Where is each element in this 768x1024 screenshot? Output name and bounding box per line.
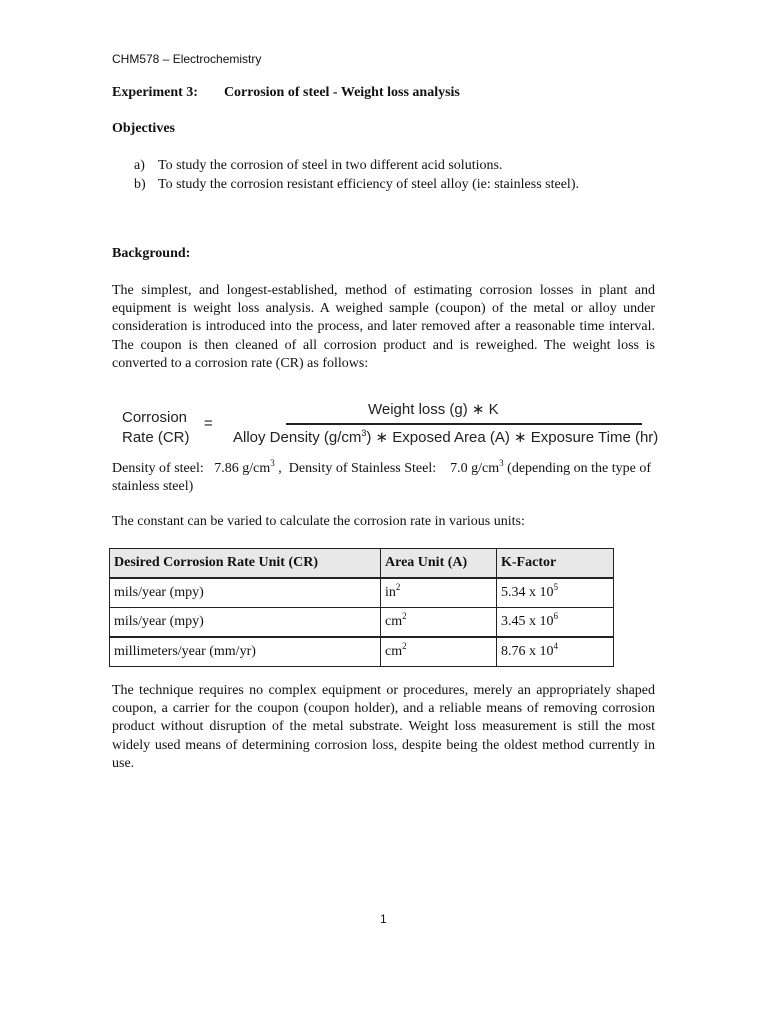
objective-text: To study the corrosion of steel in two different acid solutions. <box>158 158 503 173</box>
cell-area-unit: $in^2$ <box>381 578 497 608</box>
constant-note: The constant can be varied to calculate the corrosion rate in various units: <box>112 514 525 529</box>
cell-k-factor: 5.34 x $10^5$ <box>497 578 614 608</box>
objectives-heading: Objectives <box>112 121 175 136</box>
steel-density-value: 7.86 g/cm <box>214 461 271 476</box>
k-factor-table <box>109 548 614 667</box>
formula-numerator: Weight loss (g) ∗ K <box>368 401 499 418</box>
header-area-unit: Area Unit (A) <box>381 549 497 579</box>
cell-area-unit: $cm^2$ <box>381 637 497 667</box>
background-paragraph: The simplest, and longest-established, method of estimating corrosion losses in plant and equipment is weight loss analysis. A weighed sample (coupon) of the metal or alloy under consideration is introduced into the process, and later removed after a reasonable time interval. The coupon is then cleaned of all corrosion product and is reweighed. The weight loss is converted to a corrosion rate (CR) as follows: <box>112 283 655 371</box>
density-note-text: (depending on the type of stainless steel) <box>112 461 652 494</box>
table-row <box>110 578 614 608</box>
cell-k-factor: 3.45 x $10^6$ <box>497 608 614 638</box>
objective-item <box>134 175 579 194</box>
fraction-bar <box>286 423 642 425</box>
table-row <box>110 608 614 638</box>
formula-equals: = <box>204 415 213 432</box>
stainless-density-value: 7.0 g/cm <box>450 461 500 476</box>
cell-cr-unit: mils/year (mpy) <box>110 578 381 608</box>
experiment-number: Experiment 3: <box>112 85 198 100</box>
cell-k-factor: 8.76 x $10^4$ <box>497 637 614 667</box>
background-heading: Background: <box>112 246 191 261</box>
steel-density-label: Density of steel: <box>112 461 204 476</box>
header-cr-unit: Desired Corrosion Rate Unit (CR) <box>110 549 381 579</box>
formula-denominator: Alloy Density $(g/cm^3)$ ∗ Exposed Area (A) ∗ Exposure Time (hr) <box>233 428 659 446</box>
corrosion-rate-formula <box>118 398 678 450</box>
objectives-list <box>134 156 579 194</box>
cell-cr-unit: mils/year (mpy) <box>110 608 381 638</box>
header-k-factor: K-Factor <box>497 549 614 579</box>
cell-cr-unit: millimeters/year (mm/yr) <box>110 637 381 667</box>
density-note: Density of steel: 7.86 $g/cm^3$ , Density of Stainless Steel: 7.0 $g/cm^3$ (depending on the type of stainless steel) <box>112 458 652 494</box>
objective-marker: b) <box>134 177 146 192</box>
formula-lhs-line1: Corrosion <box>122 409 188 426</box>
technique-paragraph: The technique requires no complex equipment or procedures, merely an appropriately shaped coupon, a carrier for the coupon (coupon holder), and a reliable means of removing corrosion product without disruption of the metal substrate. Weight loss measurement is still the most widely used means of determining corrosion loss, despite being the oldest method currently in use. <box>112 683 655 771</box>
experiment-topic: Corrosion of steel - Weight loss analysis <box>223 85 460 100</box>
table-header-row <box>110 549 614 579</box>
experiment-title <box>112 85 460 101</box>
objective-item <box>134 156 579 175</box>
page-number: 1 <box>380 912 387 926</box>
formula-lhs-line2: Rate (CR) <box>122 429 190 446</box>
objective-text: To study the corrosion resistant efficiency of steel alloy (ie: stainless steel). <box>158 177 579 192</box>
cell-area-unit: $cm^2$ <box>381 608 497 638</box>
course-header: CHM578 – Electrochemistry <box>112 52 262 66</box>
objective-marker: a) <box>134 158 145 173</box>
stainless-density-label: Density of Stainless Steel: <box>288 461 437 476</box>
table-row <box>110 637 614 667</box>
